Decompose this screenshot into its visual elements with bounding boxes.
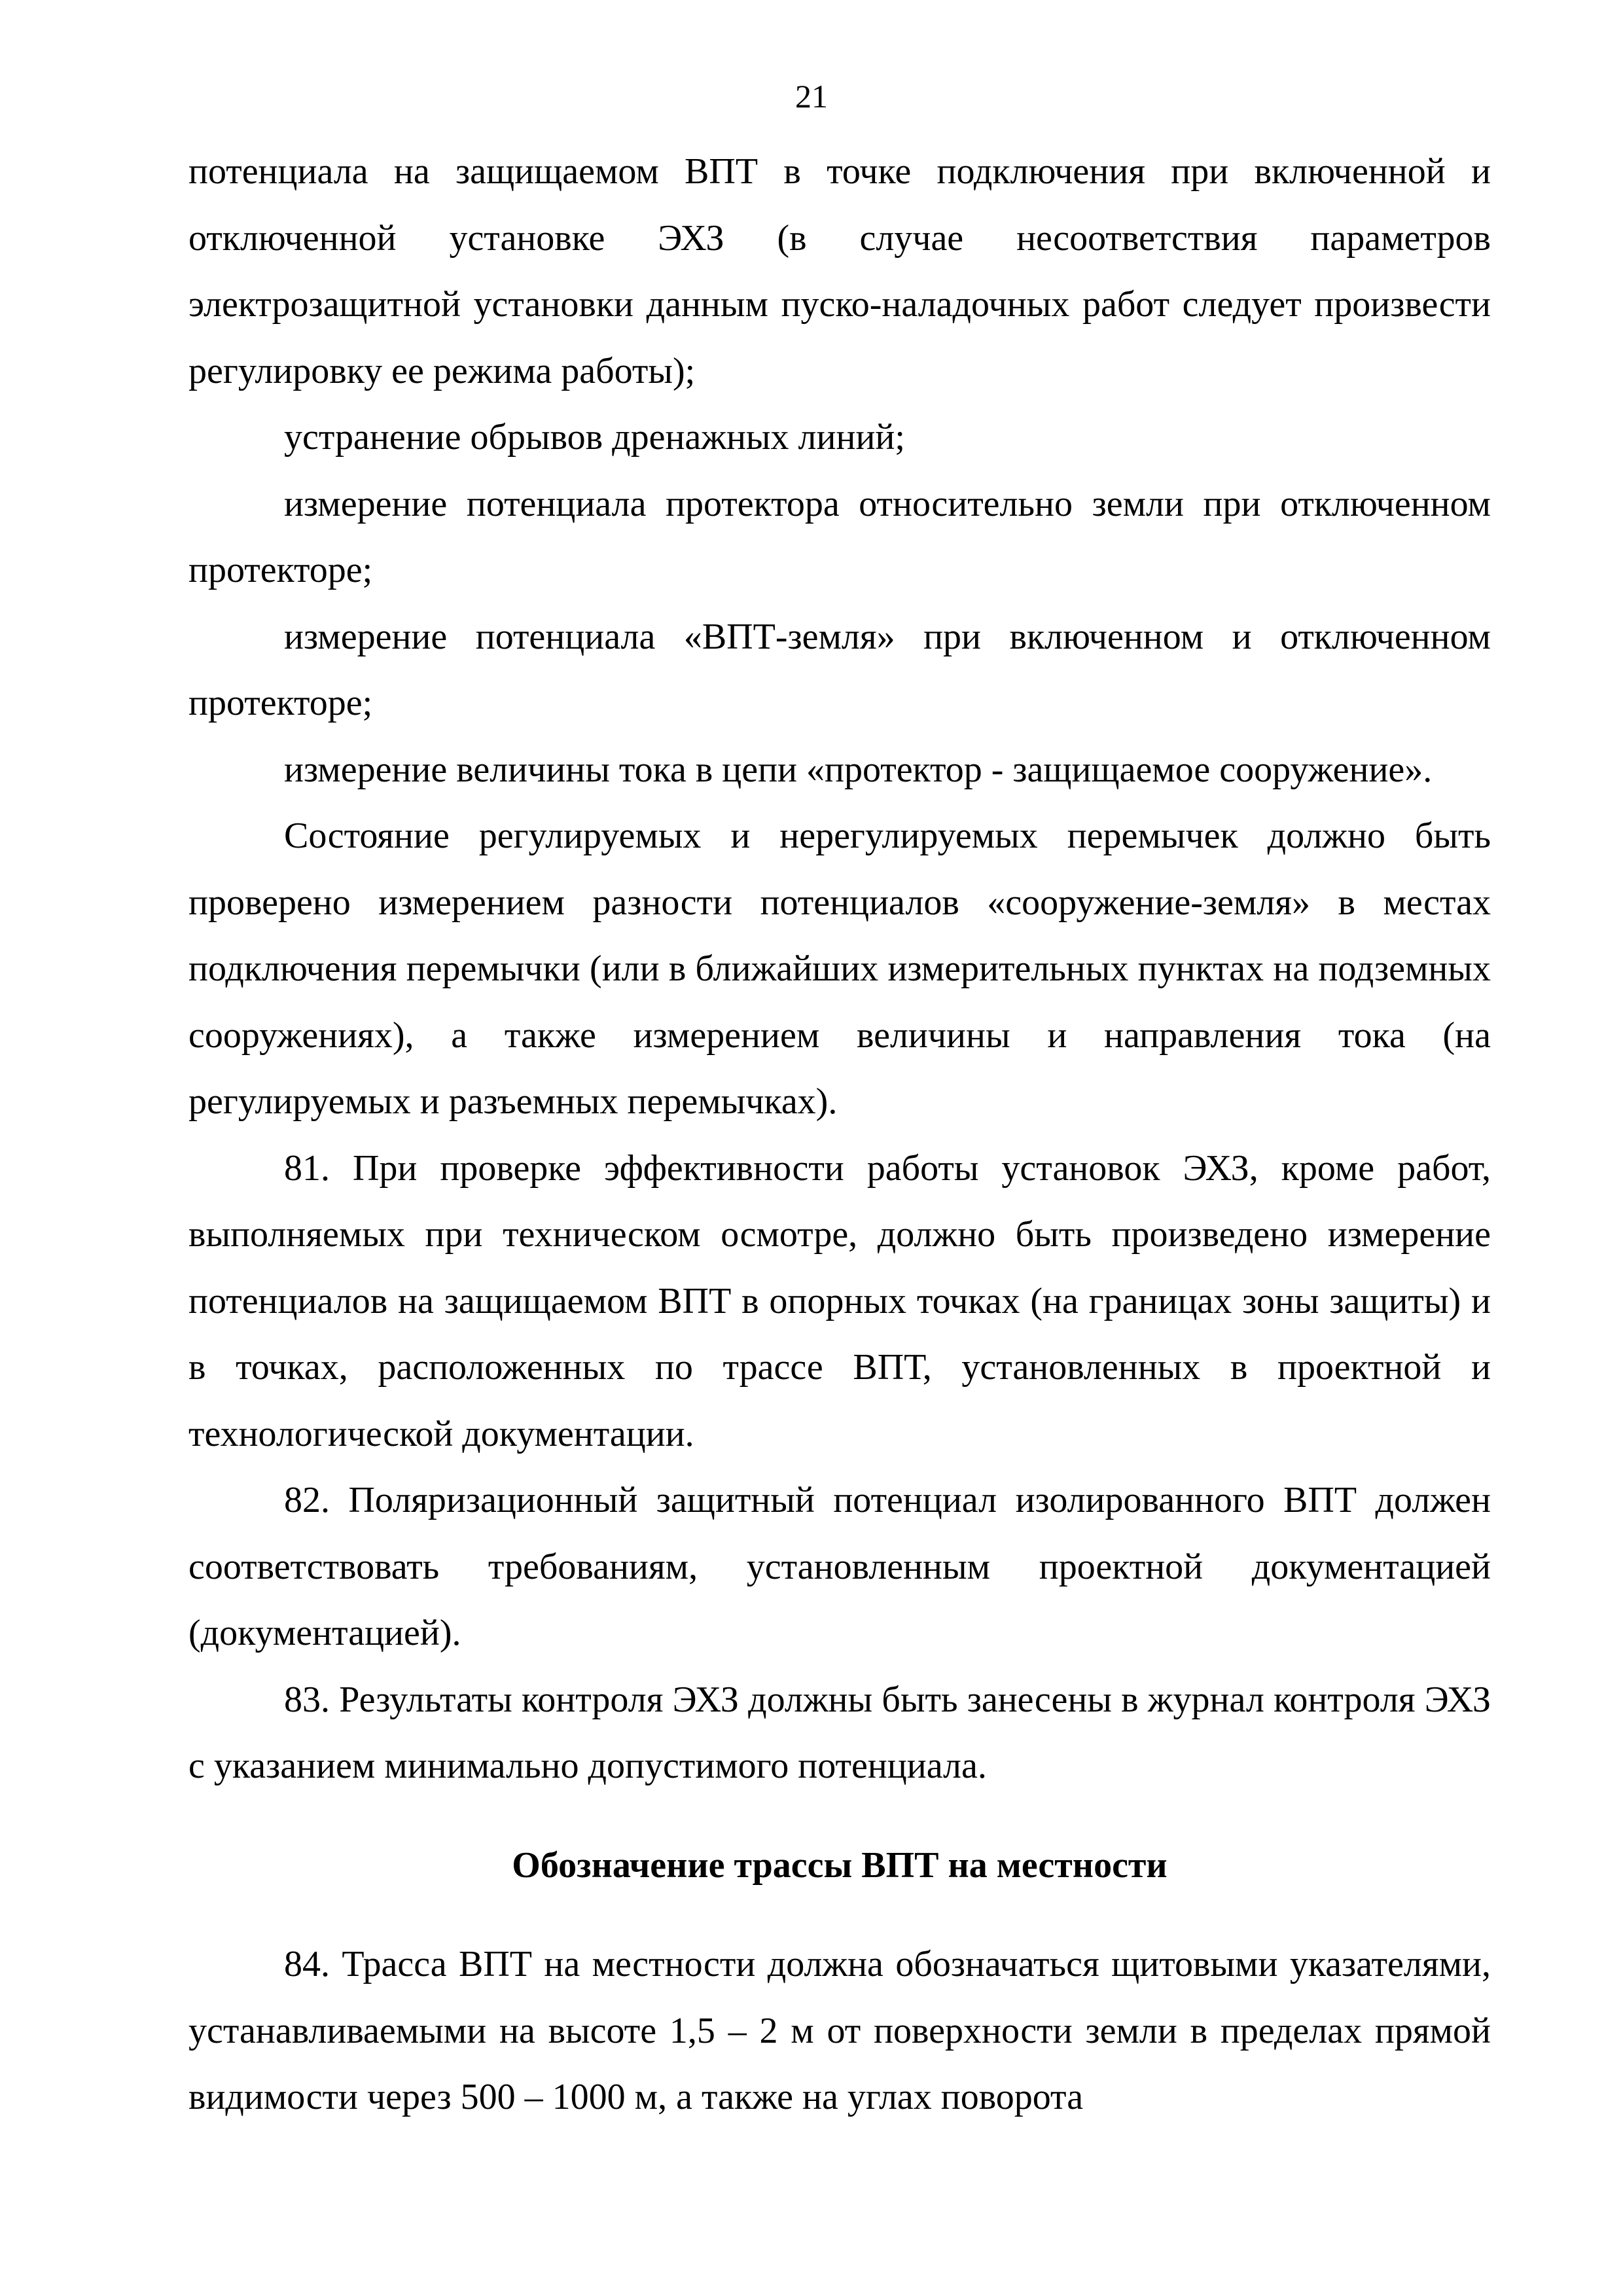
page-number: 21	[795, 78, 828, 115]
paragraph-jumpers: Состояние регулируемых и нерегулируемых перемычек должно быть проверено измерением разности потенциалов «сооружение-земля» в местах подключения перемычки (или в ближайших измерительных пунктах на подземных сооружениях), а также измерением величины и направления тока (на регулируемых и разъемных перемычках).	[188, 816, 1491, 1122]
paragraph-81: 81. При проверке эффективности работы установок ЭХЗ, кроме работ, выполняемых при техническом осмотре, должно быть произведено измерение потенциалов на защищаемом ВПТ в опорных точках (на границах зоны защиты) и в точках, расположенных по трассе ВПТ, установленных в проектной и технологической документации.	[188, 1147, 1491, 1454]
paragraph-list-item: измерение потенциала «ВПТ-земля» при включенном и отключенном протекторе;	[188, 616, 1491, 723]
paragraph-list-item: измерение величины тока в цепи «протектор - защищаемое сооружение».	[284, 749, 1433, 790]
paragraph-list-item: устранение обрывов дренажных линий;	[284, 417, 905, 457]
spacer	[188, 1800, 1491, 1833]
spacer	[188, 1899, 1491, 1931]
paragraph-82: 82. Поляризационный защитный потенциал изолированного ВПТ должен соответствовать требованиям, установленным проектной документацией (документацией).	[188, 1480, 1491, 1653]
paragraph-83: 83. Результаты контроля ЭХЗ должны быть занесены в журнал контроля ЭХЗ с указанием минимально допустимого потенциала.	[188, 1679, 1491, 1786]
paragraph-continuation: потенциала на защищаемом ВПТ в точке подключения при включенной и отключенной установке ЭХЗ (в случае несоответствия параметров электрозащитной установки данным пуско-наладочных работ следует произвести регулировку ее режима работы);	[188, 151, 1491, 391]
paragraph-list-item: измерение потенциала протектора относительно земли при отключенном протекторе;	[188, 483, 1491, 590]
section-heading: Обозначение трассы ВПТ на местности	[512, 1844, 1168, 1886]
document-body	[188, 139, 1491, 2131]
paragraph-84: 84. Трасса ВПТ на местности должна обозначаться щитовыми указателями, устанавливаемыми на высоте 1,5 – 2 м от поверхности земли в пределах прямой видимости через 500 – 1000 м, а также на углах поворота	[188, 1944, 1491, 2117]
